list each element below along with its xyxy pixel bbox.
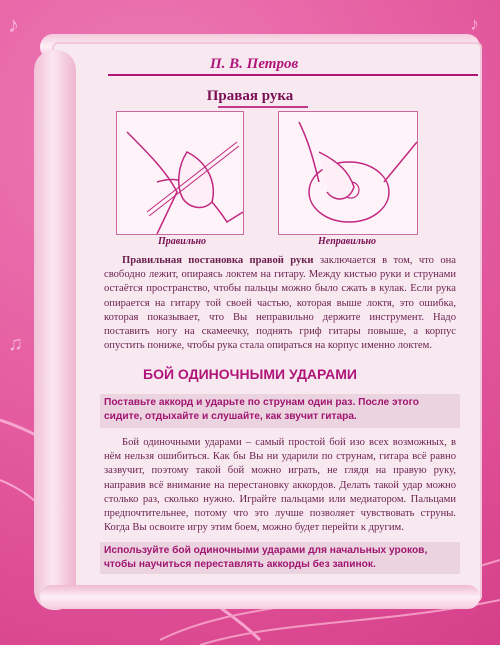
svg-text:♫: ♫	[8, 333, 23, 355]
caption-correct: Правильно	[158, 236, 207, 247]
section-title: Правая рука	[206, 88, 294, 104]
section2-title: БОЙ ОДИНОЧНЫМИ УДАРАМИ	[143, 366, 357, 382]
paragraph-right-hand	[104, 254, 456, 353]
svg-text:♪: ♪	[8, 12, 19, 37]
paragraph-lead: Правильная постановка правой руки	[122, 255, 314, 266]
instruction-box-2: Используйте бой одиночными ударами для начальных уроков, чтобы научиться переставлять аккорды без запинок.	[100, 542, 460, 574]
figure-correct-hand	[116, 111, 244, 235]
guitar-hand-correct-icon	[117, 112, 243, 234]
guitar-hand-incorrect-icon	[279, 112, 417, 234]
scroll-bottom-roll	[40, 585, 480, 609]
svg-text:♪: ♪	[470, 14, 479, 34]
author-name: П. В. Петров	[210, 56, 299, 72]
figure-incorrect-hand	[278, 111, 418, 235]
author-rule	[108, 74, 478, 76]
paragraph-single-strike: Бой одиночными ударами – самый простой бой изо всех возможных, в нём нельзя ошибиться. Как бы Вы ни ударили по струнам, гитара всё равно зазвучит, поэтому такой бой можно играть, не глядя на правую руку, направив всё внимание на перестановку аккордов. Делать такой удар можно столько раз, сколько нужно. Играйте пальцами или медиатором. Пальцами предпочтительнее, потому что это лучше позволяет чувствовать струны. Когда Вы освоите игру этим боем, можно будет перейти к другим.	[104, 437, 456, 534]
scroll-left-roll	[34, 50, 76, 610]
instruction-box-1: Поставьте аккорд и ударьте по струнам один раз. После этого сидите, отдыхайте и слушайте, как звучит гитара.	[100, 394, 460, 428]
title-underline	[218, 106, 308, 108]
paragraph-text: заключается в том, что она свободно лежит, опираясь локтем на гитару. Между кистью руки и струнами остаётся пространство, чтобы пальцы можно было сжать в кулак. Если рука опирается на гитару той своей частью, которая выше локтя, это ошибка, которая показывает, что Вы неправильно держите инструмент. Надо поставить ногу на скамеечку, поднять гриф гитары повыше, а корпус опустить пониже, чтобы рука стала опираться на корпус именно локтем.	[104, 255, 456, 352]
caption-incorrect: Неправильно	[318, 236, 377, 247]
